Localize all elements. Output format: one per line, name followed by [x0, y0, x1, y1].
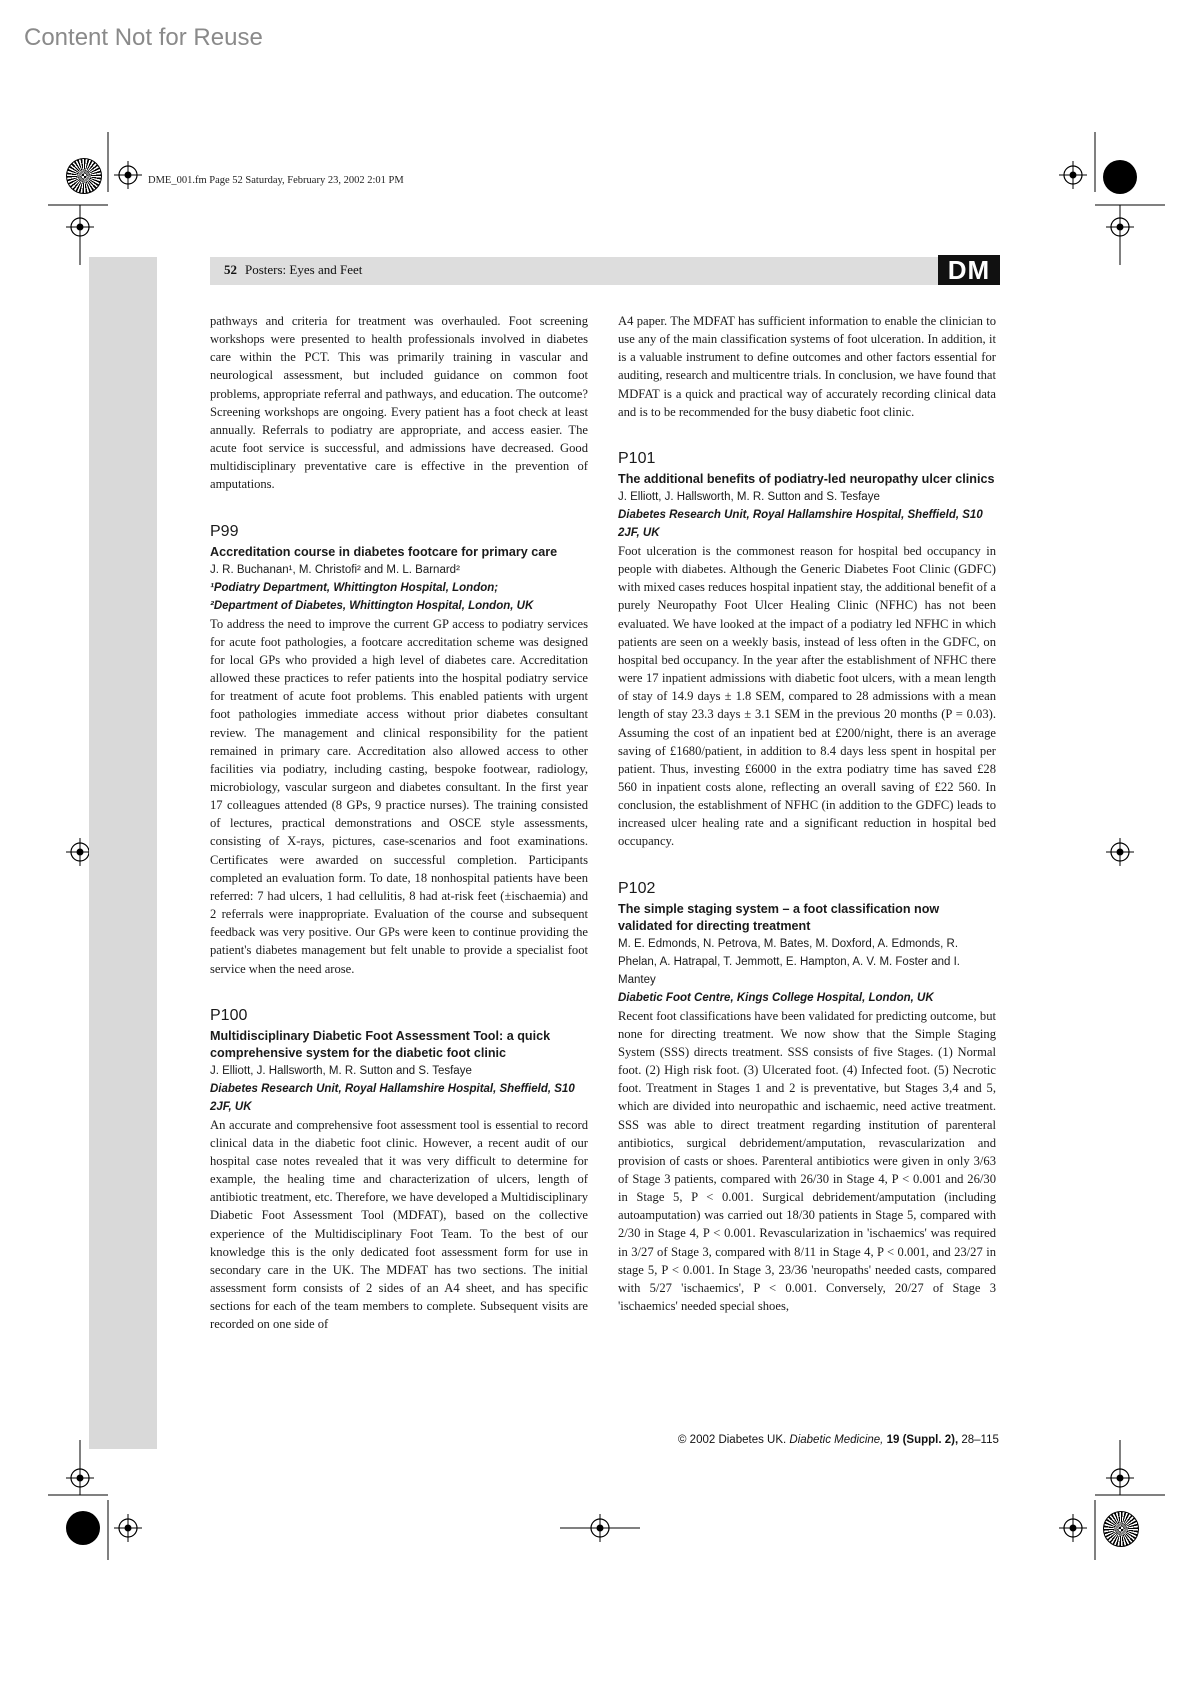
copyright: © 2002 Diabetes UK. [678, 1434, 787, 1446]
abstract-title: The additional benefits of podiatry-led neuropathy ulcer clinics [618, 471, 995, 486]
abstract-affiliation: Diabetic Foot Centre, Kings College Hospital, London, UK [618, 991, 934, 1004]
abstract-affiliation: ¹Podiatry Department, Whittington Hospital, London; [210, 581, 499, 594]
abstract-body: Recent foot classifications have been validated for predicting outcome, but none for directing treatment. We now show that the Simple Staging System (SSS) directs treatment. SSS consists of five Stages. (1) Normal foot. (2) High risk foot. (3) Ulcerated foot. (4) Infected foot. (5) Necrotic foot. Treatment in Stages 1 and 2 is preventative, but Stages 3,4 and 5, which are divided into neuropathic and ischaemic, need active treatment. SSS was able to direct treatment regarding institution of parenteral antibiotics, surgical debridement/amputation, revascularization and provision of casts or shoes. Parenteral antibiotics were given in only 3/63 of Stage 3 patients, compared with 26/30 in Stage 4, P < 0.001 and 26/30 in Stage 5, P < 0.001. Surgical debridement/amputation (including autoamputation) was carried out 18/30 patients in Stage 5, compared with 2/30 in Stage 4, P < 0.001. Revascularization in 'ischaemics' was required in 3/27 of Stage 3, compared with 8/11 in Stage 4, P < 0.001, and 23/27 in stage 5, P < 0.001. In Stage 3, 23/36 'neuropaths' needed casts, compared with 5/27 'ischaemics', P < 0.001. Conversely, 20/27 of Stage 3 'ischaemics' needed special shoes, [618, 1008, 996, 1314]
abstract-p102 [618, 879, 996, 1316]
abstract-body: To address the need to improve the current GP access to podiatry services for acute foot pathologies, a footcare accreditation scheme was designed for local GPs who provided a high level of diabetes care. Accreditation allowed these practices to refer patients into the hospital podiatry service for treatment of acute foot problems. This enabled patients with urgent foot pathologies immediate access without prior diabetes consultant review. The management and clinical responsibility for the patient remained in primary care. Accreditation also allowed access to other facilities via podiatry, including casting, bespoke footwear, radiology, microbiology, vascular surgeon and diabetes consultant. In the first year 17 colleagues attended (8 GPs, 9 practice nurses). The training consisted of lectures, practical demonstrations and OSCE style assessments, consisting of X-rays, pictures, case-scenarios and foot examinations. Certificates were awarded on successful completion. Participants completed an evaluation form. To date, 18 nonhospital patients have been referred: 7 had ulcers, 1 had cellulitis, 8 had at-risk feet (±ischaemia) and 2 referrals were inappropriate. Evaluation of the course and subsequent feedback was very positive. Our GPs were keen to continue providing the patient's diabetes management but felt unable to provide a specialist foot service when the need arose. [210, 616, 588, 976]
abstract-body: An accurate and comprehensive foot assessment tool is essential to record clinical data in the diabetic foot clinic. However, a recent audit of our hospital case notes revealed that it was very difficult to determine for example, the healing time and characterization of ulcers, length of antibiotic treatment, etc. Therefore, we have developed a Multidisciplinary Diabetic Foot Assessment Tool (MDFAT), based on the collective experience of the Multidisciplinary Foot Team. To the best of our knowledge this is the only dedicated foot assessment form for use in secondary care in the UK. The MDFAT has two sections. The initial assessment form consists of 2 sides of an A4 sheet, and has specific sections for each of the team members to complete. Subsequent visits are recorded on one side of [210, 1117, 588, 1332]
continued-abstract [210, 312, 588, 494]
journal-name: Diabetic Medicine, [789, 1434, 884, 1446]
abstract-authors: J. R. Buchanan¹, M. Christofi² and M. L. Barnard² [210, 563, 460, 576]
abstract-title: Accreditation course in diabetes footcare for primary care [210, 544, 558, 559]
margin-bar [89, 257, 157, 1449]
solid-dot-bottom-left [66, 1511, 100, 1545]
abstract-id: P101 [618, 449, 656, 467]
abstract-id: P100 [210, 1006, 248, 1024]
abstract-authors: M. E. Edmonds, N. Petrova, M. Bates, M. Doxford, A. Edmonds, R. Phelan, A. Hatrapal, T. Jemmott, E. Hampton, A. V. M. Foster and I. Mantey [618, 937, 960, 986]
abstract-id: P102 [618, 879, 656, 897]
abstract-title: The simple staging system – a foot classification now validated for directing treatment [618, 901, 940, 933]
abstract-affiliation: Diabetes Research Unit, Royal Hallamshire Hospital, Sheffield, S10 2JF, UK [618, 508, 983, 539]
print-slug: DME_001.fm Page 52 Saturday, February 23, 2002 2:01 PM [148, 175, 404, 186]
right-column [618, 312, 996, 1315]
running-header [224, 262, 362, 278]
page-range: 28–115 [961, 1434, 999, 1446]
page-number: 52 [224, 262, 237, 277]
abstract-p100 [210, 1006, 588, 1334]
left-column [210, 312, 588, 1334]
volume: 19 (Suppl. 2), [886, 1434, 959, 1446]
abstract-title: Multidisciplinary Diabetic Foot Assessment Tool: a quick comprehensive system for the diabetic foot clinic [210, 1028, 551, 1060]
section-title: Posters: Eyes and Feet [245, 262, 363, 277]
page-footer [678, 1434, 999, 1446]
abstract-authors: J. Elliott, J. Hallsworth, M. R. Sutton and S. Tesfaye [618, 490, 880, 503]
abstract-authors: J. Elliott, J. Hallsworth, M. R. Sutton and S. Tesfaye [210, 1064, 472, 1077]
abstract-body: A4 paper. The MDFAT has sufficient information to enable the clinician to use any of the main classification systems of foot ulceration. In addition, it is a valuable instrument to define outcomes and other factors essential for auditing, research and multicentre trials. In conclusion, we have found that MDFAT is a quick and practical way of accurately recording clinical data and is to be recommended for the busy diabetic foot clinic. [618, 314, 996, 419]
abstract-body: pathways and criteria for treatment was overhauled. Foot screening workshops were presented to health professionals involved in diabetes care within the PCT. This was primarily training in vascular and neurological assessment, but included guidance on common foot problems, appropriate referral and pathways, and education. The outcome? Screening workshops are ongoing. Every patient has a foot check at least annually. Referrals to podiatry are appropriate, and access easier. The acute foot service is successful, and admissions have decreased. Good multidisciplinary preventative care is effective in the prevention of amputations. [210, 314, 588, 492]
abstract-id: P99 [210, 522, 239, 540]
journal-logo: DM [938, 255, 1000, 285]
starburst-mark-top-left [66, 158, 102, 194]
watermark-text: Content Not for Reuse [24, 24, 263, 51]
abstract-affiliation: ²Department of Diabetes, Whittington Hospital, London, UK [210, 599, 534, 612]
abstract-body: Foot ulceration is the commonest reason for hospital bed occupancy in people with diabetes. Although the Generic Diabetes Foot Clinic (GDFC) with mixed cases reduces hospital inpatient stay, the additional benefit of a purely Neuropathy Foot Ulcer Healing Clinic (NFHC) has not been evaluated. We have looked at the impact of a podiatry led NFHC in which patients are seen on a weekly basis, instead of less often in the GDFC, on hospital bed occupancy. In the year after the establishment of NFHC there were 17 inpatient admissions with diabetic foot ulcers, with a mean length of stay of 14.9 days ± 1.8 SEM, compared to 28 admissions with a mean length of stay 23.3 days ± 3.1 SEM in the previous 20 months (P = 0.03). Assuming the cost of an inpatient bed at £200/night, there is an average saving of £1680/patient, in addition to 8.4 days less spent in hospital per patient. Thus, investing £6000 in the extra podiatry time has saved £28 560 in inpatient costs alone, reflecting an overall saving of £22 560. In conclusion, the establishment of NFHC (in addition to the GDFC) leads to increased ulcer healing rate and a significant reduction in hospital bed occupancy. [618, 543, 996, 849]
solid-dot-top-right [1103, 160, 1137, 194]
abstract-affiliation: Diabetes Research Unit, Royal Hallamshire Hospital, Sheffield, S10 2JF, UK [210, 1082, 575, 1113]
continued-abstract [618, 312, 996, 421]
abstract-p99 [210, 522, 588, 978]
abstract-p101 [618, 449, 996, 851]
starburst-mark-bottom-right [1103, 1511, 1139, 1547]
